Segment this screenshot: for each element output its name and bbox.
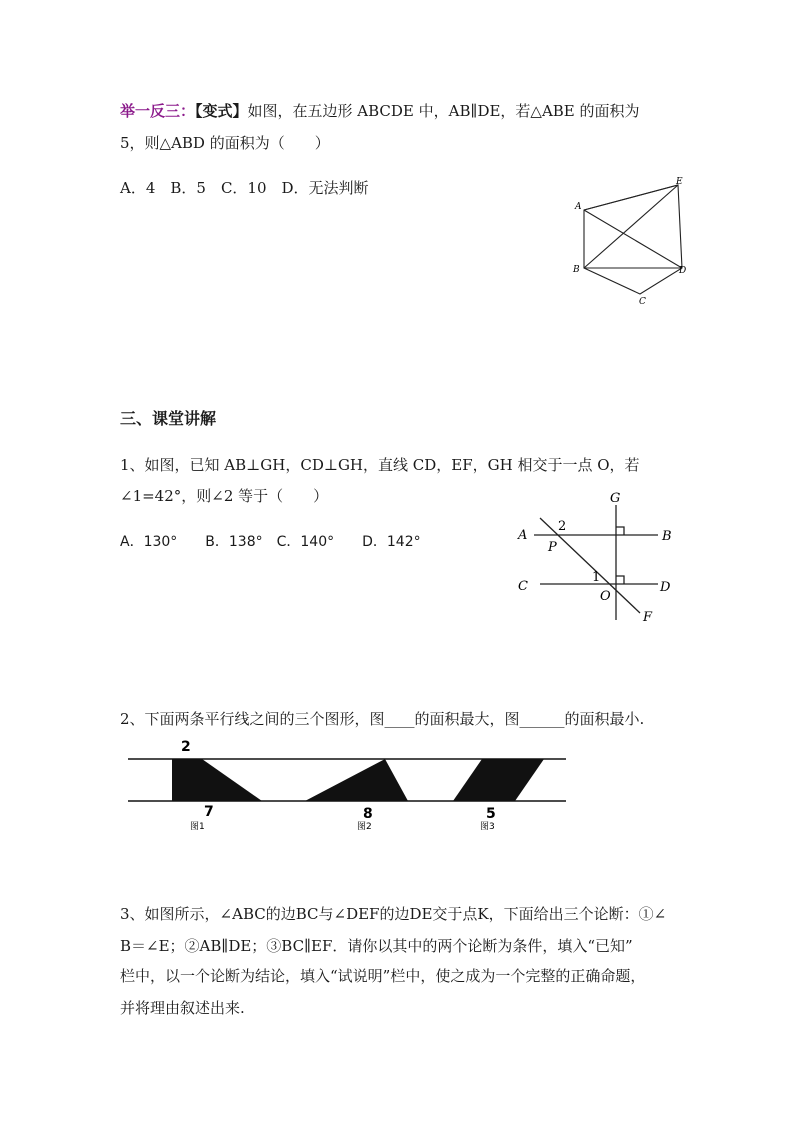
caption-figure-3: 图3 [480, 822, 495, 832]
label-c: C [518, 579, 528, 594]
label-g: G [610, 491, 621, 506]
label-d: D [679, 266, 687, 276]
label-e: E [676, 177, 683, 187]
label-a: A [575, 202, 582, 212]
q1-options: A．130° B．138° C．140° D．142° [120, 534, 421, 550]
q1-line-2: ∠1=42°，则∠2 等于（ ） [120, 487, 329, 505]
label-f: F [643, 610, 653, 623]
example-tag: 举一反三： [120, 102, 196, 120]
shape-2 [305, 759, 408, 801]
label-p: P [548, 540, 557, 555]
section-title: 三、课堂讲解 [120, 409, 217, 428]
top-length-label: 2 [181, 739, 191, 755]
caption-figure-1: 图1 [190, 822, 205, 832]
angle-2-label: 2 [558, 519, 567, 534]
q1-line-1: 1、如图，已知 AB⊥GH，CD⊥GH，直线 CD，EF，GH 相交于一点 O，若 [120, 456, 640, 474]
shape-1-base-label: 7 [204, 804, 214, 820]
q2-line: 2、下面两条平行线之间的三个图形，图____的面积最大，图______的面积最小. [120, 710, 645, 728]
q3-line-4: 并将理由叙述出来. [120, 999, 245, 1017]
example-line-1 [120, 101, 640, 121]
example-line-1-text: 如图，在五边形 ABCDE 中，AB∥DE，若△ABE 的面积为 [247, 102, 640, 120]
parallel-shapes-figure [120, 738, 580, 838]
example-line-2: 5，则△ABD 的面积为（ ） [120, 134, 330, 152]
angle-1-label: 1 [592, 570, 601, 585]
variant-tag: 【变式】 [195, 102, 248, 120]
pentagon-figure [566, 172, 706, 312]
label-c: C [639, 297, 646, 307]
shape-1 [172, 759, 262, 801]
caption-figure-2: 图2 [357, 822, 372, 832]
right-angle-mark-bottom [616, 576, 624, 584]
perpendicular-figure [512, 488, 682, 623]
label-b: B [662, 529, 672, 544]
example-options: A．4 B．5 C．10 D．无法判断 [120, 179, 369, 197]
diagonal-ad [584, 210, 682, 268]
label-d: D [660, 580, 671, 595]
q3-line-1: 3、如图所示，∠ABC的边BC与∠DEF的边DE交于点K，下面给出三个论断：①∠ [120, 905, 667, 923]
label-o: O [600, 589, 611, 604]
q3-line-2: B＝∠E；②AB∥DE；③BC∥EF．请你以其中的两个论断为条件，填入“已知” [120, 937, 633, 955]
shape-3 [453, 759, 544, 801]
q3-line-3: 栏中，以一个论断为结论，填入“试说明”栏中，使之成为一个完整的正确命题， [120, 967, 646, 985]
line-ef [540, 518, 640, 613]
shape-3-base-label: 5 [486, 806, 496, 822]
right-angle-mark-top [616, 527, 624, 535]
shape-2-base-label: 8 [363, 806, 373, 822]
label-a: A [518, 528, 528, 543]
label-b: B [573, 265, 580, 275]
